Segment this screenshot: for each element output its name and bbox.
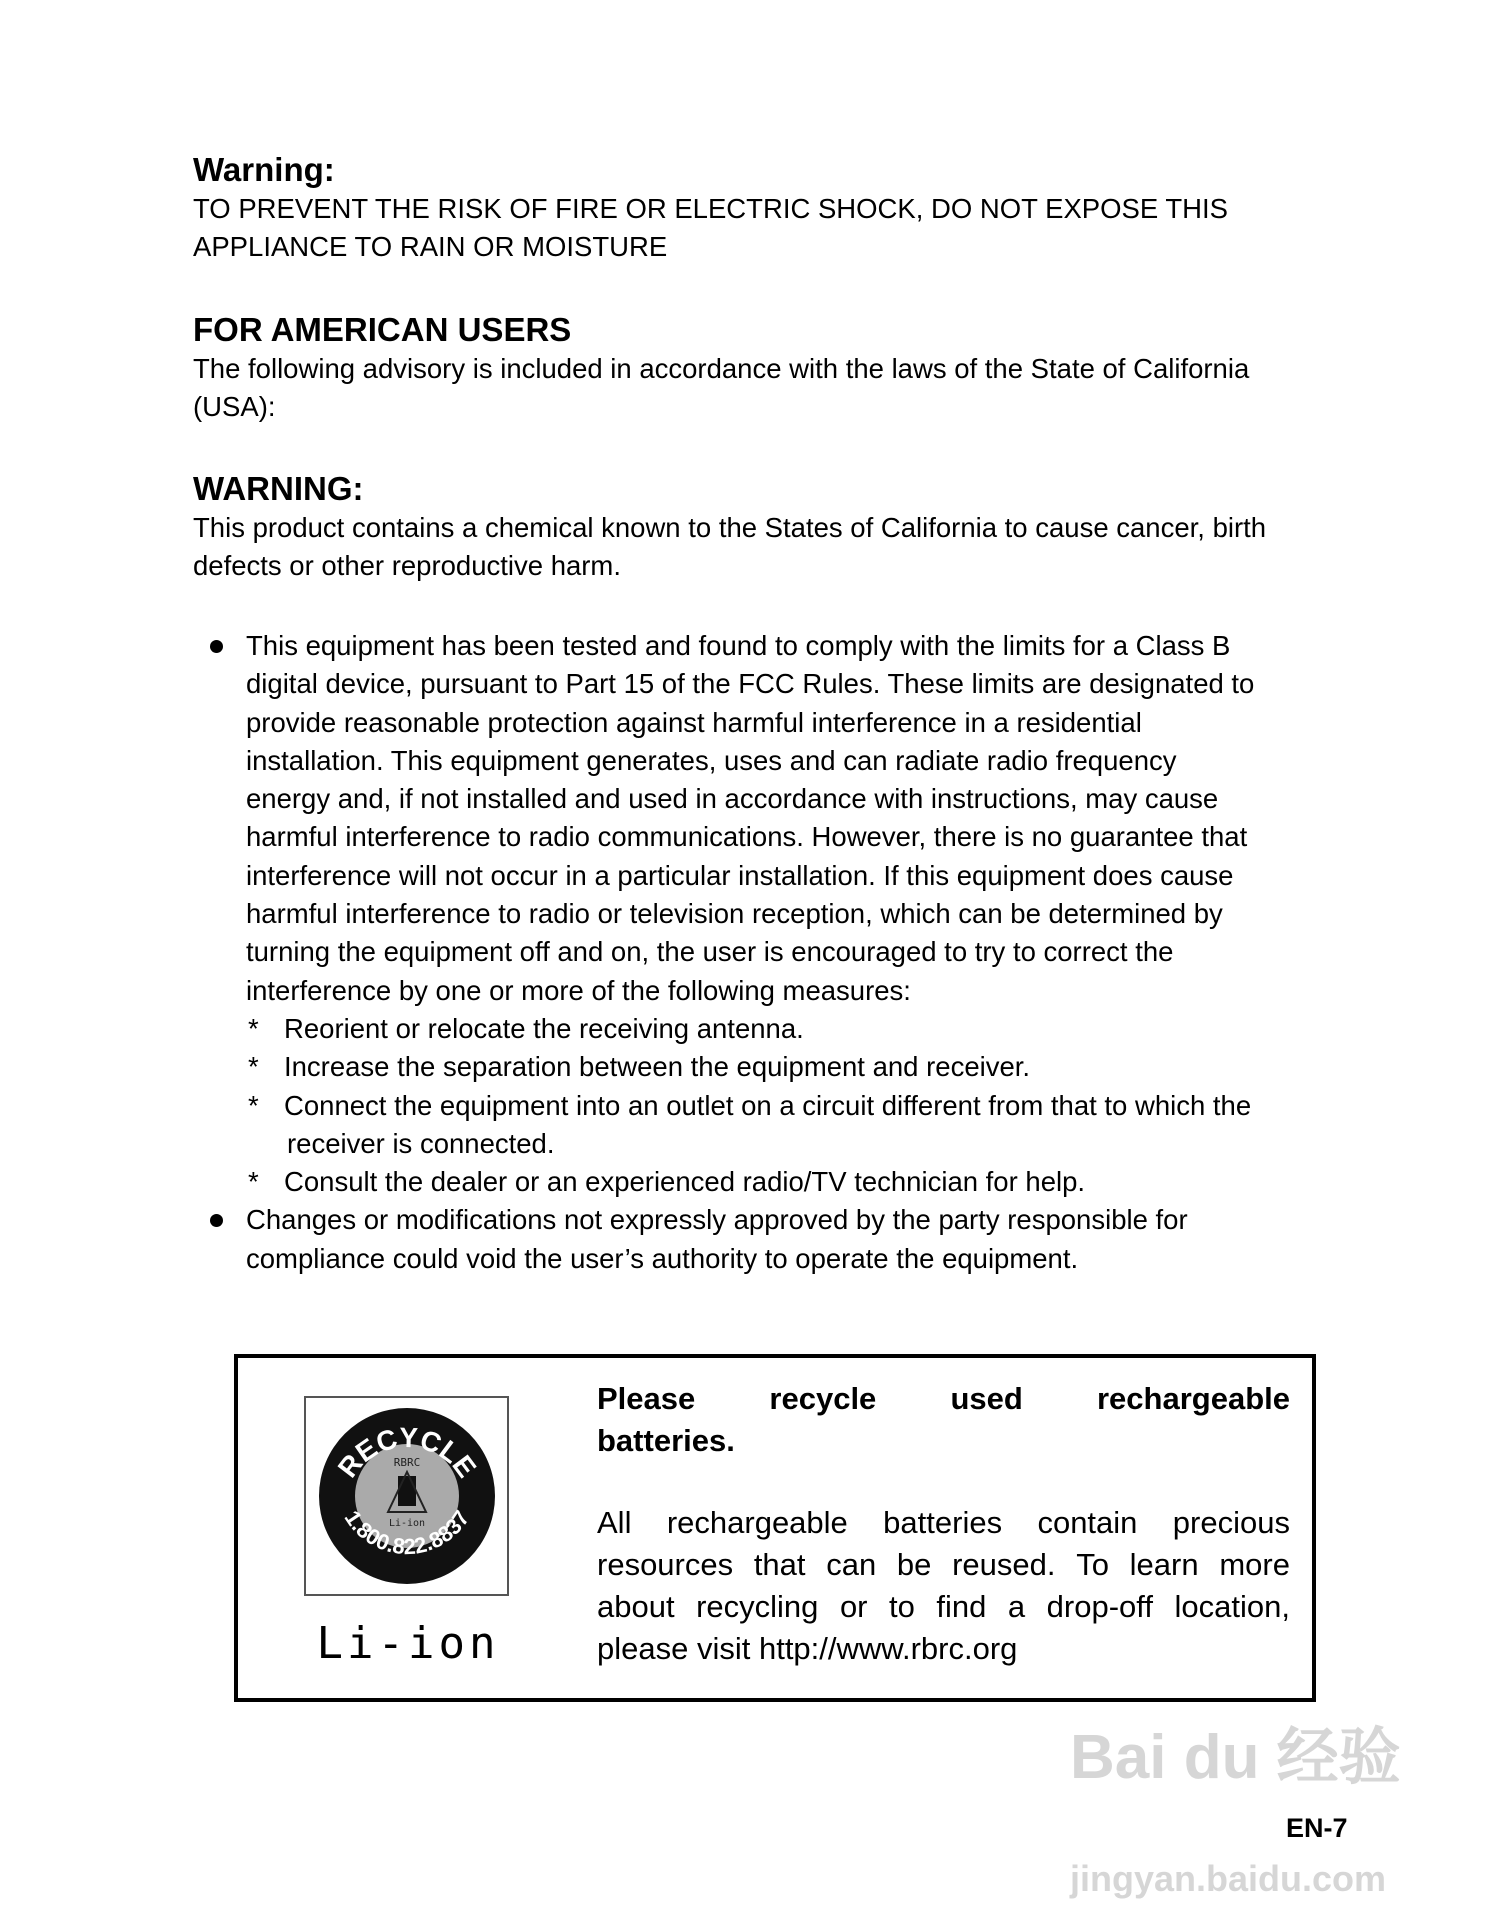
body-word: that	[753, 1547, 806, 1582]
fcc-text-line: harmful interference to radio communications. However, there is no guarantee that	[246, 821, 1248, 853]
watermark-url: jingyan.baidu.com	[1070, 1858, 1387, 1899]
asterisk-marker: *	[248, 1089, 259, 1121]
advisory-text-line: (USA):	[193, 391, 276, 423]
warning-heading: Warning:	[193, 151, 335, 188]
fcc-text-line: turning the equipment off and on, the user is encouraged to try to correct the	[246, 936, 1174, 968]
body-word: find	[936, 1589, 987, 1624]
prop65-text-line: defects or other reproductive harm.	[193, 550, 621, 582]
body-word: precious	[1172, 1505, 1290, 1540]
heading-word: Please	[597, 1381, 696, 1416]
measure-item-continued: receiver is connected.	[287, 1127, 555, 1159]
asterisk-marker: *	[248, 1012, 259, 1044]
body-line	[597, 1544, 1290, 1586]
fcc-text-line: compliance could void the user’s authority to operate the equipment.	[246, 1242, 1079, 1274]
recycle-heading	[597, 1378, 1290, 1462]
logo-center-text: RBRC	[393, 1456, 421, 1469]
body-word: batteries	[883, 1505, 1003, 1540]
body-line	[597, 1586, 1290, 1628]
body-line-url: please visit http://www.rbrc.org	[597, 1631, 1018, 1666]
rbrc-recycle-logo	[304, 1396, 509, 1596]
body-word: to	[889, 1589, 915, 1624]
fcc-text-line: provide reasonable protection against harmful interference in a residential	[246, 706, 1142, 738]
body-word: be	[896, 1547, 932, 1582]
american-users-section	[193, 310, 1353, 427]
body-word: To	[1076, 1547, 1109, 1582]
measure-item: Consult the dealer or an experienced radio/TV technician for help.	[284, 1166, 1086, 1198]
body-word: more	[1219, 1547, 1290, 1582]
heading-word: rechargeable	[1096, 1381, 1290, 1416]
rbrc-seal-icon	[306, 1398, 507, 1594]
warning-text-line: APPLIANCE TO RAIN OR MOISTURE	[193, 231, 668, 263]
heading-word: used	[950, 1381, 1023, 1416]
logo-inner-text: Li-ion	[388, 1518, 426, 1529]
heading-word: recycle	[769, 1381, 877, 1416]
asterisk-marker: *	[248, 1051, 259, 1083]
fcc-text-line: interference by one or more of the following measures:	[246, 974, 911, 1006]
body-word: contain	[1037, 1505, 1138, 1540]
prop65-heading: WARNING:	[193, 470, 364, 507]
logo-phone-text: 1.800.822.8837	[339, 1505, 475, 1560]
fcc-text-line: installation. This equipment generates, uses and can radiate radio frequency	[246, 744, 1177, 776]
body-word: All	[597, 1505, 632, 1540]
fcc-list	[193, 627, 1353, 1278]
bullet-icon	[210, 1214, 223, 1227]
body-word: reused.	[952, 1547, 1056, 1582]
advisory-text-line: The following advisory is included in accordance with the laws of the State of California	[193, 353, 1250, 384]
prop65-warning-section	[193, 469, 1353, 586]
fcc-text-line: energy and, if not installed and used in accordance with instructions, may cause	[246, 783, 1219, 815]
measure-item: Increase the separation between the equipment and receiver.	[284, 1051, 1031, 1083]
body-word: recycling	[696, 1589, 819, 1624]
heading-line: batteries.	[597, 1423, 735, 1458]
fcc-text-line: Changes or modifications not expressly approved by the party responsible for	[246, 1204, 1188, 1236]
measure-item: Reorient or relocate the receiving antenna.	[284, 1012, 804, 1044]
battery-recycle-box	[234, 1354, 1316, 1702]
body-word: location,	[1174, 1589, 1290, 1624]
asterisk-marker: *	[248, 1166, 259, 1198]
body-word: can	[826, 1547, 877, 1582]
bullet-icon	[210, 640, 223, 653]
logo-recycle-text: RECYCLE	[331, 1421, 483, 1484]
body-word: about	[597, 1589, 675, 1624]
body-word: drop-off	[1046, 1589, 1153, 1624]
body-word: a	[1007, 1589, 1026, 1624]
fcc-text-line: harmful interference to radio or television reception, which can be determined by	[246, 898, 1223, 930]
body-word: resources	[597, 1547, 734, 1582]
watermark-brand: Bai du 经验	[1070, 1723, 1401, 1792]
measure-item: Connect the equipment into an outlet on a circuit different from that to which the	[284, 1089, 1252, 1121]
body-word: or	[839, 1589, 868, 1624]
warning-section	[193, 150, 1353, 267]
warning-text-line: TO PREVENT THE RISK OF FIRE OR ELECTRIC SHOCK, DO NOT EXPOSE THIS	[193, 193, 1229, 224]
li-ion-label: Li-ion	[316, 1618, 500, 1669]
american-users-heading: FOR AMERICAN USERS	[193, 311, 572, 348]
body-word: rechargeable	[666, 1505, 848, 1540]
page-number: EN-7	[1286, 1813, 1348, 1843]
prop65-text-line: This product contains a chemical known to the States of California to cause cancer, birth	[193, 512, 1267, 543]
fcc-text-line: This equipment has been tested and found to comply with the limits for a Class B	[246, 630, 1231, 661]
fcc-text-line: digital device, pursuant to Part 15 of the FCC Rules. These limits are designated to	[246, 668, 1255, 700]
body-word: learn	[1129, 1547, 1199, 1582]
recycle-body	[597, 1502, 1290, 1670]
fcc-text-line: interference will not occur in a particular installation. If this equipment does cause	[246, 859, 1234, 891]
